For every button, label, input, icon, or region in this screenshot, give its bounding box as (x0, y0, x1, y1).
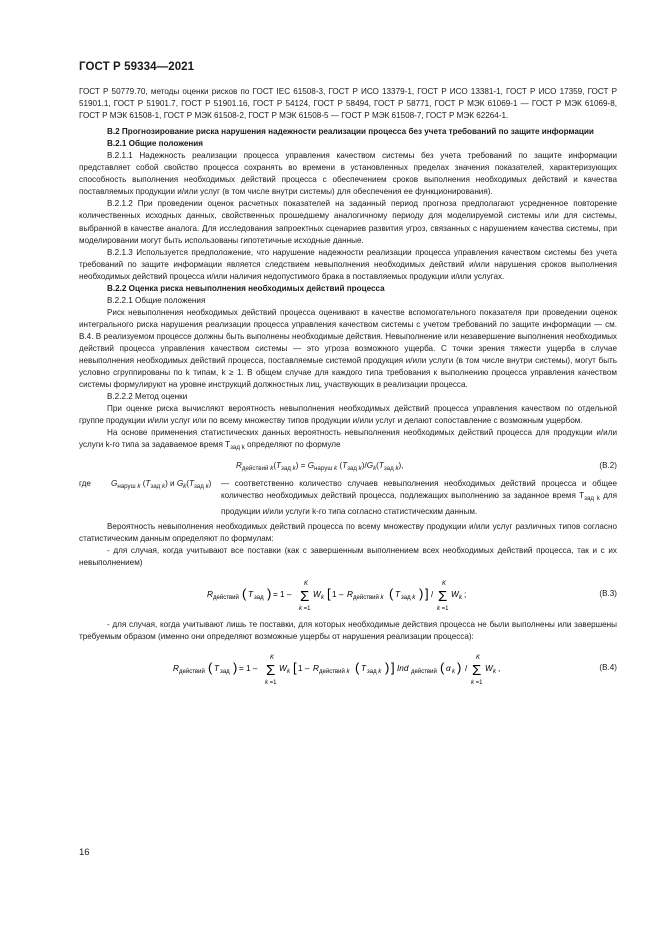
svg-text:W: W (485, 663, 493, 673)
svg-text:действий k: действий k (353, 594, 384, 601)
paragraph-b213: В.2.1.3 Используется предположение, что нарушение надежности реализации процесса управления качеством системы без учета требований по защите информации является следствием невыполнения необходимых действий и/или нарушения сроков выполнения необходимых действий процесса и/или наличия недопустимого брака в поставляемых продукции и/или услугах. (79, 247, 617, 281)
svg-text:Σ: Σ (300, 587, 310, 605)
paragraph-b212: В.2.1.2 При проведении оценок расчетных показателей на заданный период прогноза предполагают усредненное повторение количественных исходных данных, свойственных прошедшему аналогичному периоду для моделируемой системы или для системы, выбранной в качестве аналога. Для исследования запроектных сценариев развития угроз, связанных с нарушением качества системы, при моделировании могут быть использованы гипотетичные исходные данные. (79, 199, 617, 245)
page-body (79, 86, 617, 693)
svg-text:K: K (270, 654, 275, 661)
subsection-title-b221: В.2.2.1 Общие положения (107, 295, 206, 305)
svg-text:зад: зад (254, 594, 264, 601)
svg-text:R: R (173, 663, 179, 673)
svg-text:(: ( (440, 659, 445, 675)
svg-text:): ) (385, 659, 390, 675)
svg-text:k: k (459, 594, 462, 601)
paragraph-b2222b: На основе применения статистических данных вероятность невыполнения необходимых действий процесса для продукции и/или услуги k-го типа за задаваемое время $T_{зад k}$ определяют по формуле (79, 428, 617, 452)
svg-text:k =1: k =1 (471, 679, 483, 686)
svg-text:действий: действий (411, 668, 437, 675)
svg-text:Σ: Σ (438, 587, 448, 605)
svg-text:зад k: зад k (401, 594, 416, 601)
document-header: ГОСТ Р 59334—2021 (79, 61, 195, 73)
svg-text:действий: действий (179, 668, 205, 675)
svg-text:действий: действий (213, 594, 239, 601)
svg-text:]: ] (425, 585, 429, 601)
subsection-title-b222: В.2.2.2 Метод оценки (107, 392, 188, 402)
svg-text:k =1: k =1 (265, 679, 277, 686)
svg-text:= 1 –: = 1 – (273, 589, 292, 599)
formula-b2-number: (В.2) (599, 461, 617, 471)
svg-text:(: ( (355, 659, 360, 675)
paragraph-case2: - для случая, когда учитывают лишь те поставки, для которых необходимые действия процесса не были выполнены или завершены требуемым образом (именно они определяют возможные ущербы от нарушения реализации процесса): (79, 619, 617, 641)
svg-text:= 1 –: = 1 – (239, 663, 258, 673)
svg-text:/: / (465, 663, 468, 673)
svg-text:/: / (431, 589, 434, 599)
formula-b2: $R_{действий k}(T_{зад k}) = G_{наруш k}$ $(T_{зад k})/G_k(T_{зад k})$, (В.2) (236, 461, 617, 473)
svg-text:T: T (248, 589, 254, 599)
formula-b3-number: (В.3) (599, 588, 617, 598)
svg-text:,: , (498, 663, 501, 673)
paragraph-probability: Вероятность невыполнения необходимых действий процесса по всему множеству продукции и/или услуг различных типов согласно статистическим данным определяют по формулам: (79, 521, 617, 543)
svg-text:[: [ (327, 585, 331, 601)
svg-text:R: R (313, 663, 319, 673)
svg-text:K: K (442, 580, 447, 587)
svg-text:[: [ (293, 659, 297, 675)
formula-b3-graphic (79, 573, 559, 615)
formula-b4 (79, 647, 617, 689)
paragraph-b211: В.2.1.1 Надежность реализации процесса управления качеством системы без учета требований по защите информации представляет собой свойство процесса сохранять во времени в установленных пределах значения показателей, характеризующих способность выполнения необходимых действий процесса с обеспечением сроков выполнения необходимых действий и качества поставляемых продукции и/или услуг (в том числе внутри системы) для обеспечения ее функционирования). (79, 151, 617, 197)
svg-text:K: K (304, 580, 309, 587)
svg-text:1 –: 1 – (298, 663, 310, 673)
svg-text:α: α (446, 663, 451, 673)
svg-text:]: ] (391, 659, 395, 675)
svg-text:Σ: Σ (472, 661, 482, 679)
svg-text:действий k: действий k (319, 668, 350, 675)
svg-text:(: ( (242, 585, 247, 601)
svg-text:R: R (347, 589, 353, 599)
svg-text:K: K (476, 654, 481, 661)
paragraph-b2222a: При оценке риска вычисляют вероятность невыполнения необходимых действий процесса управления качеством по отдельной группе продукции и/или услуг или по всему множеству типов продукции и/или услуг и делают сопоставление с возможным ущербом. (79, 404, 617, 426)
svg-text:;: ; (464, 589, 467, 599)
svg-text:W: W (313, 589, 321, 599)
svg-text:k: k (493, 668, 496, 675)
svg-text:k =1: k =1 (437, 605, 449, 612)
intro-paragraph: ГОСТ Р 50779.70, методы оценки рисков по ГОСТ IEC 61508-3, ГОСТ Р ИСО 13379-1, ГОСТ Р ИСО 13381-1, ГОСТ Р ИСО 17359, ГОСТ Р 51901.1, ГОСТ Р 51901.7, ГОСТ Р 51901.16, ГОСТ Р 54124, ГОСТ Р 58494, ГОСТ Р 58771, ГОСТ Р МЭК 61069-1 — ГОСТ Р МЭК 61069-8, ГОСТ Р МЭК 61508-1, ГОСТ Р МЭК 61508-2, ГОСТ Р МЭК 61508-5 — ГОСТ Р МЭК 61508-7, ГОСТ Р МЭК 62264-1. (79, 87, 617, 121)
formula-b3 (79, 573, 617, 615)
svg-text:T: T (214, 663, 220, 673)
svg-text:R: R (207, 589, 213, 599)
svg-text:1 –: 1 – (332, 589, 344, 599)
svg-text:): ) (419, 585, 424, 601)
svg-text:): ) (267, 585, 272, 601)
svg-text:k: k (452, 668, 455, 675)
svg-text:зад: зад (220, 668, 230, 675)
svg-text:k: k (321, 594, 324, 601)
svg-text:T: T (361, 663, 367, 673)
svg-text:Σ: Σ (266, 661, 276, 679)
svg-text:): ) (233, 659, 238, 675)
subsection-title-b22: В.2.2 Оценка риска невыполнения необходимых действий процесса (107, 283, 385, 293)
svg-text:W: W (279, 663, 287, 673)
formula-b4-graphic (79, 647, 559, 689)
subsection-title-b21: В.2.1 Общие положения (107, 139, 204, 149)
section-title-b2: В.2 Прогнозирование риска нарушения надежности реализации процесса без учета требований по защите информации (107, 127, 594, 137)
svg-text:k: k (287, 668, 290, 675)
svg-text:k =1: k =1 (299, 605, 311, 612)
paragraph-b2221: Риск невыполнения необходимых действий процесса оценивают в качестве вспомогательного показателя при проведении оценок интегрального риска нарушения реализации процесса управления качеством системы с учетом требований по защите информации — см. В.4. В реализуемом процессе должны быть выполнены необходимые действия. Невыполнение или незавершение выполнения необходимых действий процесса управления качеством системы — это угроза возможного ущерба. С точки зрения тяжести ущерба в случае невыполнения необходимых действий процесса, поставляемые системой продукция и/или услуги (в том числе внутри системы), могут быть условно сгруппированы по k типам, k ≥ 1. В общем случае для каждого типа требования к выполнению процесса управления качеством системы формулируют на уровне инструкций должностных лиц, участвующих в реализации процесса. (79, 307, 617, 390)
svg-text:(: ( (389, 585, 394, 601)
formula-b4-number: (В.4) (599, 662, 617, 672)
svg-text:зад k: зад k (367, 668, 382, 675)
where-clause: где $G_{наруш k}$ $(T_{зад k})$ и $G_k(T_{зад k})$ — соответственно количество случаев невыполнения необходимых действий процесса и общее количество необходимых действий процесса, подлежащих выполнению за заданное время $T_{зад k}$ для продукции и/или услуги k-го типа согласно статистическим данным. (79, 479, 617, 516)
svg-text:(: ( (208, 659, 213, 675)
svg-text:): ) (457, 659, 462, 675)
paragraph-case1: - для случая, когда учитывают все поставки (как с завершенным выполнением всех необходимых действий процесса, так и с их невыполнением) (79, 545, 617, 567)
page-number: 16 (79, 847, 90, 858)
svg-text:T: T (395, 589, 401, 599)
svg-text:Ind: Ind (397, 663, 409, 673)
svg-text:W: W (451, 589, 459, 599)
